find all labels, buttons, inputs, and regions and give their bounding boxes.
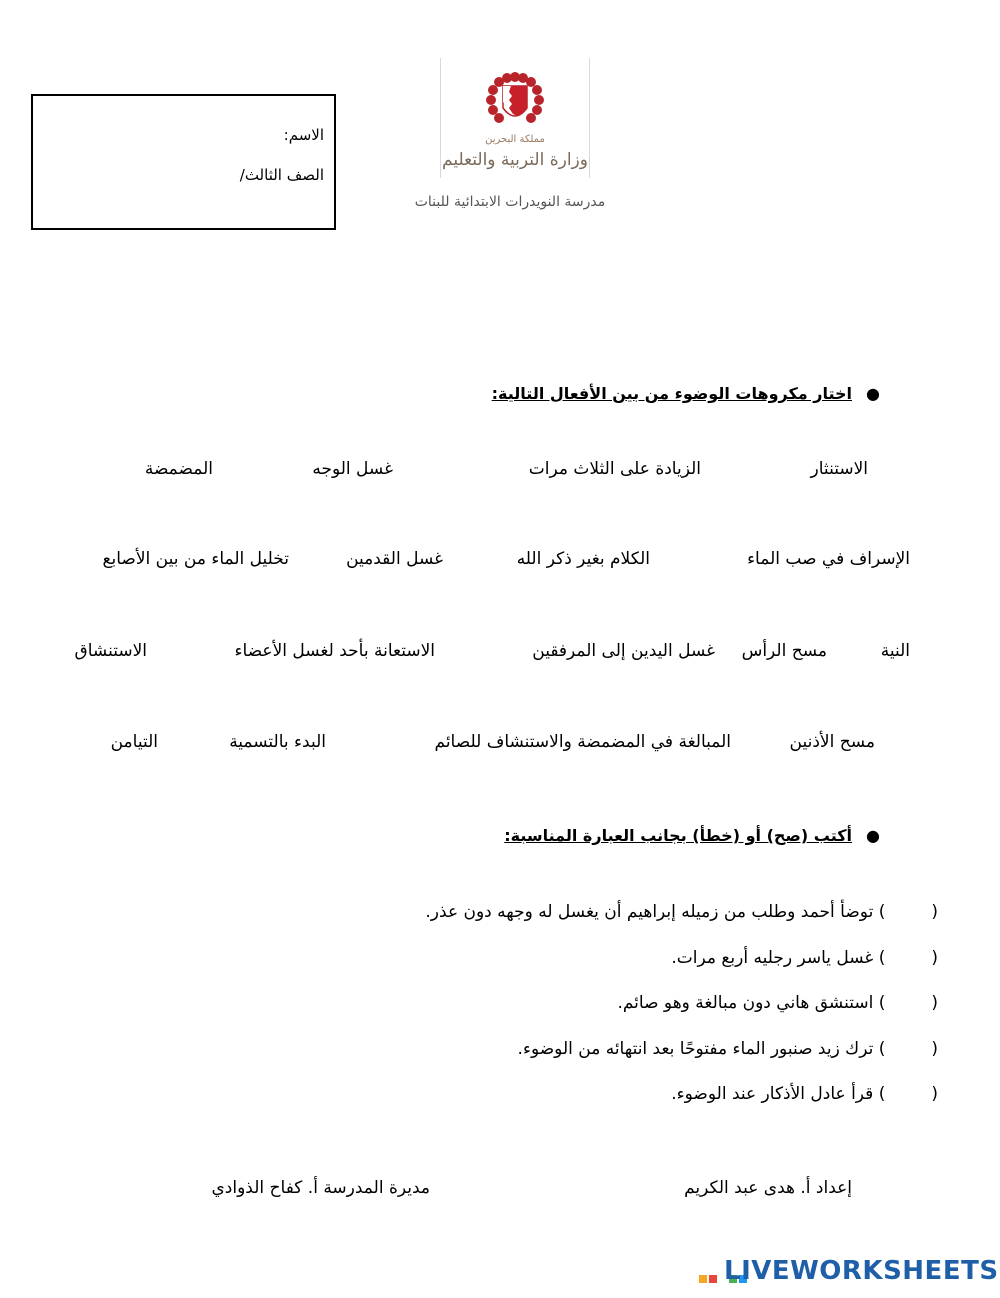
open-paren: ( <box>931 948 938 968</box>
liveworksheets-logo <box>698 1256 999 1298</box>
liveworksheets-text: LIVEWORKSHEETS <box>724 1256 999 1286</box>
liveworksheets-grid-icon <box>698 1274 722 1298</box>
statement-row <box>518 1039 938 1059</box>
word-option: تخليل الماء من بين الأصابع <box>102 549 289 569</box>
statement-text: قرأ عادل الأذكار عند الوضوء. <box>671 1084 874 1104</box>
open-paren: ( <box>931 1039 938 1059</box>
word-option: التيامن <box>110 732 158 752</box>
word-option: غسل القدمين <box>346 549 443 569</box>
name-label: الاسم: <box>283 126 324 144</box>
section2-instruction-text: أكتب (صح) أو (خطأ) بجانب العبارة المناسبة: <box>504 826 853 845</box>
close-paren: ) <box>878 1039 886 1059</box>
bullet-icon: ● <box>866 826 880 845</box>
word-option: الإسراف في صب الماء <box>747 549 910 569</box>
kingdom-text: مملكة البحرين <box>485 134 545 145</box>
close-paren: ) <box>878 902 886 922</box>
word-option: مسح الرأس <box>741 641 827 661</box>
statement-row <box>671 1084 938 1104</box>
bullet-icon: ● <box>866 384 880 403</box>
close-paren: ) <box>878 993 886 1013</box>
section1-instruction-text: اختار مكروهات الوضوء من بين الأفعال التالية: <box>491 384 853 403</box>
close-paren: ) <box>878 948 886 968</box>
open-paren: ( <box>931 902 938 922</box>
statement-text: ترك زيد صنبور الماء مفتوحًا بعد انتهائه من الوضوء. <box>517 1039 874 1059</box>
prepared-by: إعداد أ. هدى عبد الكريم <box>684 1178 852 1198</box>
statement-text: غسل ياسر رجليه أربع مرات. <box>671 948 874 968</box>
statement-text: توضأ أحمد وطلب من زميله إبراهيم أن يغسل له وجهه دون عذر. <box>425 902 874 922</box>
statement-row <box>617 993 938 1013</box>
principal-name: مديرة المدرسة أ. كفاح الذوادي <box>211 1178 430 1198</box>
word-option: الكلام بغير ذكر الله <box>516 549 650 569</box>
school-name: مدرسة النويدرات الابتدائية للبنات <box>414 194 606 210</box>
open-paren: ( <box>931 993 938 1013</box>
statement-text: استنشق هاني دون مبالغة وهو صائم. <box>617 993 874 1013</box>
word-option: غسل الوجه <box>312 459 393 479</box>
word-option: الاستعانة بأحد لغسل الأعضاء <box>234 641 435 661</box>
word-option: الاستنثار <box>810 459 868 479</box>
section2-instruction <box>504 826 880 845</box>
word-option: غسل اليدين إلى المرفقين <box>532 641 715 661</box>
word-option: الزيادة على الثلاث مرات <box>528 459 701 479</box>
statement-row <box>671 948 938 968</box>
close-paren: ) <box>878 1084 886 1104</box>
open-paren: ( <box>931 1084 938 1104</box>
section1-instruction <box>492 384 880 403</box>
statement-row <box>425 902 938 922</box>
student-info-box <box>31 94 336 230</box>
word-option: النية <box>880 641 910 661</box>
word-option: مسح الأذنين <box>789 732 875 752</box>
grade-label: الصف الثالث/ <box>239 166 324 184</box>
bahrain-emblem-icon <box>441 68 589 142</box>
ministry-text: وزارة التربية والتعليم <box>442 150 588 170</box>
word-option: المبالغة في المضمضة والاستنشاف للصائم <box>434 732 731 752</box>
word-option: الاستنشاق <box>74 641 147 661</box>
ministry-logo <box>440 58 590 178</box>
word-option: البدء بالتسمية <box>229 732 326 752</box>
word-option: المضمضة <box>144 459 213 479</box>
